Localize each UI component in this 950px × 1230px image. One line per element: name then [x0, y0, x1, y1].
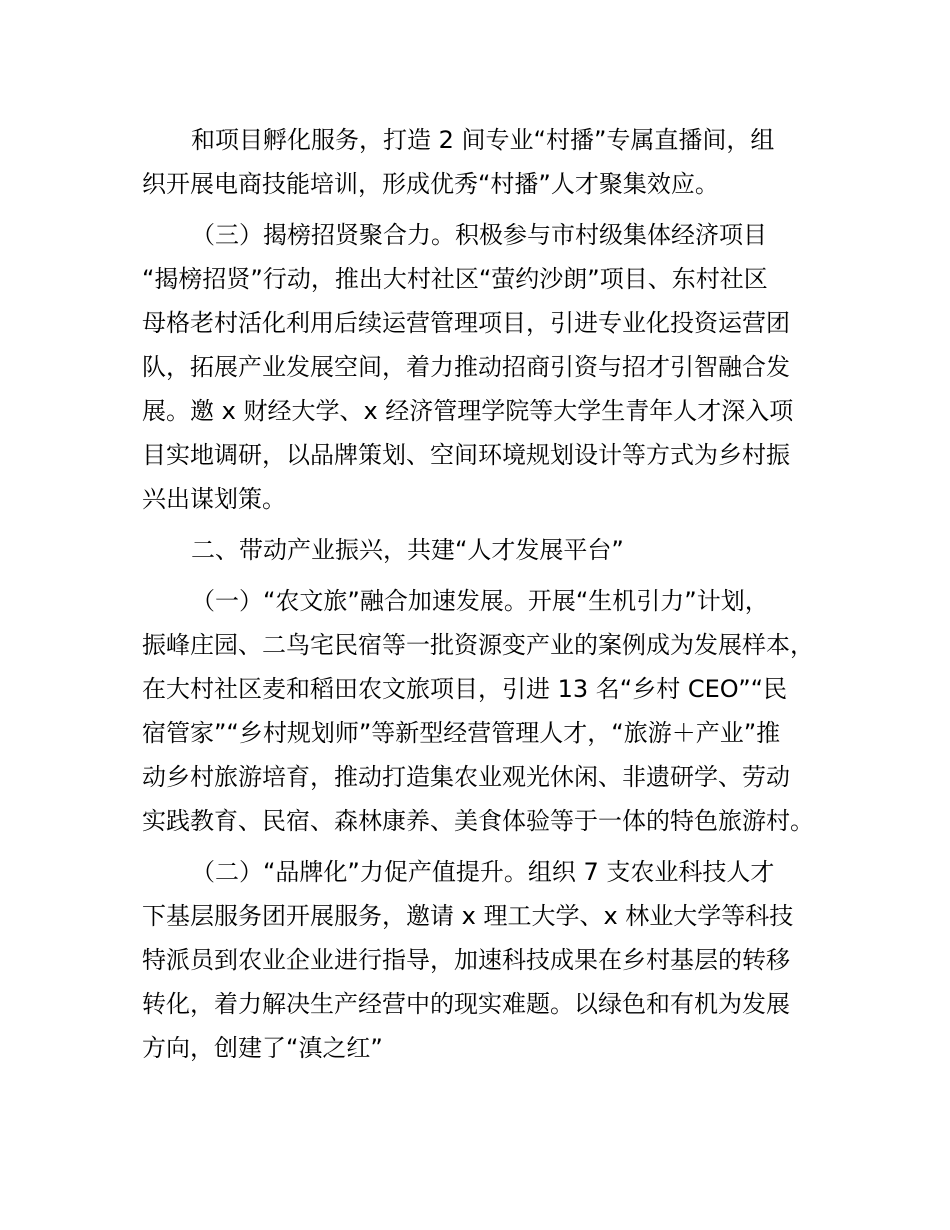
paragraph-2-line-7: 兴出谋划策。 [142, 485, 286, 513]
paragraph-1-line-2: 织开展电商技能培训，形成优秀“村播”人才聚集效应。 [142, 170, 719, 198]
paragraph-2-line-4: 队，拓展产业发展空间，着力推动招商引资与招才引智融合发 [142, 353, 790, 381]
paragraph-2-line-2: “揭榜招贤”行动，推出大村社区“萤约沙朗”项目、东村社区 [142, 265, 768, 293]
paragraph-4-line-4: 转化，着力解决生产经营中的现实难题。以绿色和有机为发展 [142, 990, 790, 1018]
paragraph-3-line-2: 振峰庄园、二鸟宅民宿等一批资源变产业的案例成为发展样本， [142, 631, 814, 659]
paragraph-4-line-2: 下基层服务团开展服务，邀请 x 理工大学、x 林业大学等科技 [142, 902, 794, 930]
paragraph-3-line-1: （一）“农文旅”融合加速发展。开展“生机引力”计划， [191, 587, 769, 615]
paragraph-2-line-6: 目实地调研，以品牌策划、空间环境规划设计等方式为乡村振 [142, 441, 790, 469]
paragraph-2-line-3: 母格老村活化利用后续运营管理项目，引进专业化投资运营团 [142, 309, 790, 337]
section-heading: 二、带动产业振兴，共建“人才发展平台” [191, 536, 624, 564]
paragraph-1-line-1: 和项目孵化服务，打造 2 间专业“村播”专属直播间，组 [191, 126, 775, 154]
paragraph-2-line-5: 展。邀 x 财经大学、x 经济管理学院等大学生青年人才深入项 [142, 397, 794, 425]
paragraph-3-line-6: 实践教育、民宿、森林康养、美食体验等于一体的特色旅游村。 [142, 807, 814, 835]
paragraph-3-line-5: 动乡村旅游培育，推动打造集农业观光休闲、非遗研学、劳动 [142, 763, 790, 791]
paragraph-3-line-4: 宿管家”“乡村规划师”等新型经营管理人才，“旅游＋产业”推 [142, 719, 781, 747]
paragraph-4-line-1: （二）“品牌化”力促产值提升。组织 7 支农业科技人才 [191, 858, 775, 886]
paragraph-4-line-3: 特派员到农业企业进行指导，加速科技成果在乡村基层的转移 [142, 946, 790, 974]
paragraph-3-line-3: 在大村社区麦和稻田农文旅项目，引进 13 名“乡村 CEO”“民 [142, 675, 788, 703]
paragraph-2-line-1: （三）揭榜招贤聚合力。积极参与市村级集体经济项目 [191, 221, 767, 249]
paragraph-4-line-5: 方向，创建了“滇之红” [142, 1034, 383, 1062]
